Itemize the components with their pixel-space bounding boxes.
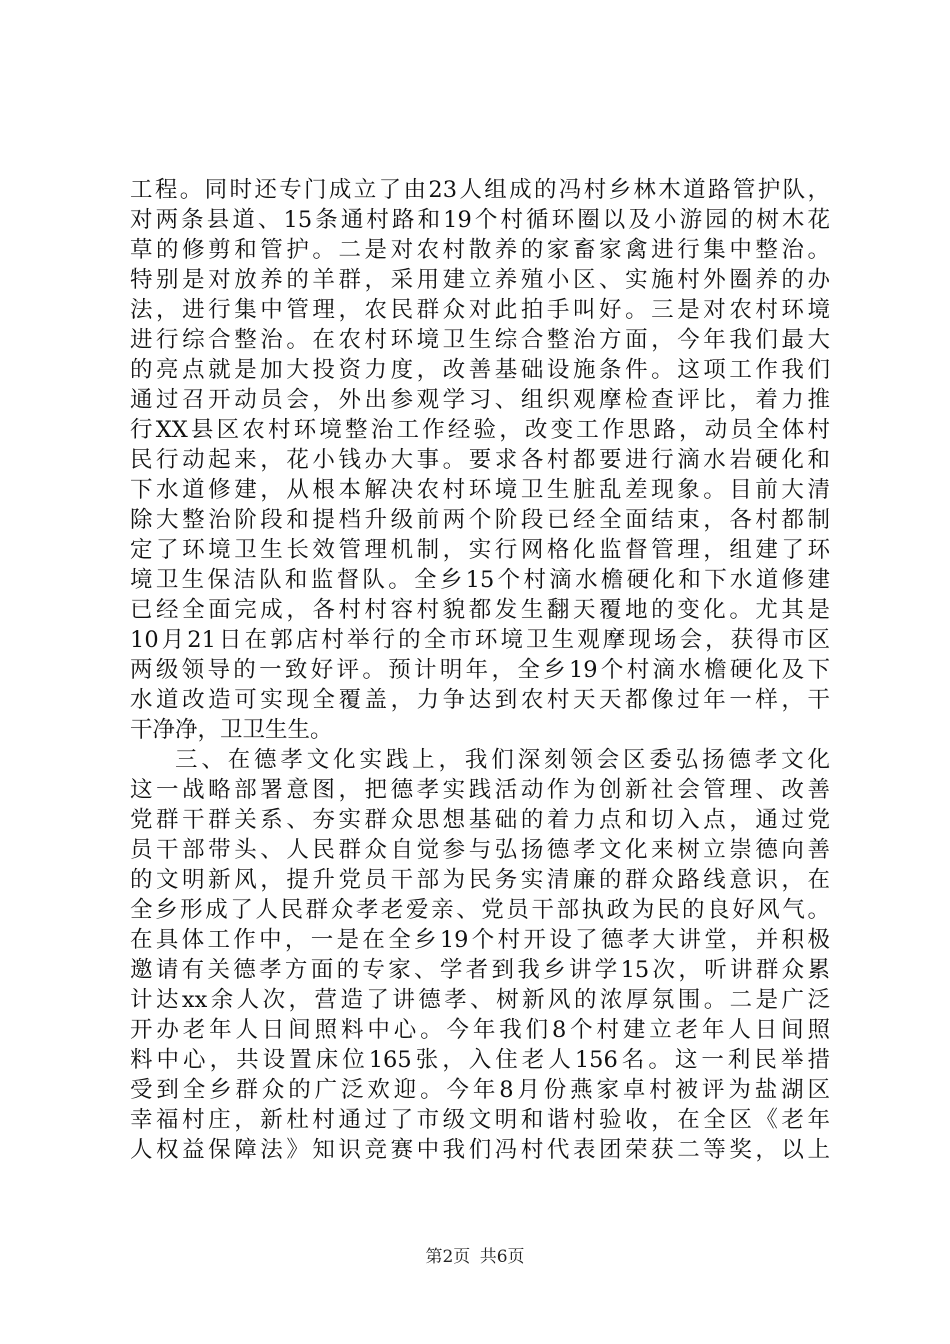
text-line: 法，进行集中管理，农民群众对此拍手叫好。三是对农村环境	[130, 297, 830, 323]
text-line: 在具体工作中，一是在全乡19个村开设了德孝大讲堂，并积极	[130, 927, 830, 953]
text-line: 两级领导的一致好评。预计明年，全乡19个村滴水檐硬化及下	[130, 657, 830, 683]
text-line: 这一战略部署意图，把德孝实践活动作为创新社会管理、改善	[130, 777, 830, 803]
text-line: 三、在德孝文化实践上，我们深刻领会区委弘扬德孝文化	[175, 747, 830, 773]
text-line: 党群干群关系、夯实群众思想基础的着力点和切入点，通过党	[130, 807, 830, 833]
document-body	[130, 175, 830, 1165]
text-line: 定了环境卫生长效管理机制，实行网格化监督管理，组建了环	[130, 537, 830, 563]
text-line: 员干部带头、人民群众自觉参与弘扬德孝文化来树立崇德向善	[130, 837, 830, 863]
text-line: 受到全乡群众的广泛欢迎。今年8月份燕家卓村被评为盐湖区	[130, 1077, 830, 1103]
text-line: 境卫生保洁队和监督队。全乡15个村滴水檐硬化和下水道修建	[130, 567, 830, 593]
text-line: 下水道修建，从根本解决农村环境卫生脏乱差现象。目前大清	[130, 477, 830, 503]
text-line: 水道改造可实现全覆盖，力争达到农村天天都像过年一样，干	[130, 687, 830, 713]
text-line: 的文明新风，提升党员干部为民务实清廉的群众路线意识，在	[130, 867, 830, 893]
text-line: 已经全面完成，各村村容村貌都发生翻天覆地的变化。尤其是	[130, 597, 830, 623]
text-line: 通过召开动员会，外出参观学习、组织观摩检查评比，着力推	[130, 387, 830, 413]
text-line: 干净净，卫卫生生。	[130, 717, 333, 743]
text-line: 全乡形成了人民群众孝老爱亲、党员干部执政为民的良好风气。	[130, 897, 830, 923]
text-line: 开办老年人日间照料中心。今年我们8个村建立老年人日间照	[130, 1017, 830, 1043]
text-line: 计达xx余人次，营造了讲德孝、树新风的浓厚氛围。二是广泛	[130, 987, 830, 1013]
text-line: 工程。同时还专门成立了由23人组成的冯村乡林木道路管护队，	[130, 177, 830, 203]
page-total: 共6页	[479, 1247, 525, 1267]
text-line: 的亮点就是加大投资力度，改善基础设施条件。这项工作我们	[130, 357, 830, 383]
text-line: 特别是对放养的羊群，采用建立养殖小区、实施村外圈养的办	[130, 267, 830, 293]
text-line: 料中心，共设置床位165张，入住老人156名。这一利民举措	[130, 1047, 830, 1073]
text-line: 邀请有关德孝方面的专家、学者到我乡讲学15次，听讲群众累	[130, 957, 830, 983]
page-number: 第2页	[425, 1247, 471, 1267]
text-line: 除大整治阶段和提档升级前两个阶段已经全面结束，各村都制	[130, 507, 830, 533]
page-footer	[0, 1242, 950, 1267]
text-line: 对两条县道、15条通村路和19个村循环圈以及小游园的树木花	[130, 207, 830, 233]
text-line: 草的修剪和管护。二是对农村散养的家畜家禽进行集中整治。	[130, 237, 830, 263]
text-line: 幸福村庄，新杜村通过了市级文明和谐村验收，在全区《老年	[130, 1107, 830, 1133]
text-line: 人权益保障法》知识竞赛中我们冯村代表团荣获二等奖，以上	[130, 1137, 830, 1163]
text-line: 10月21日在郭店村举行的全市环境卫生观摩现场会，获得市区	[130, 627, 830, 653]
text-line: 民行动起来，花小钱办大事。要求各村都要进行滴水岩硬化和	[130, 447, 830, 473]
text-line: 行XX县区农村环境整治工作经验，改变工作思路，动员全体村	[130, 417, 830, 443]
text-line: 进行综合整治。在农村环境卫生综合整治方面，今年我们最大	[130, 327, 830, 353]
